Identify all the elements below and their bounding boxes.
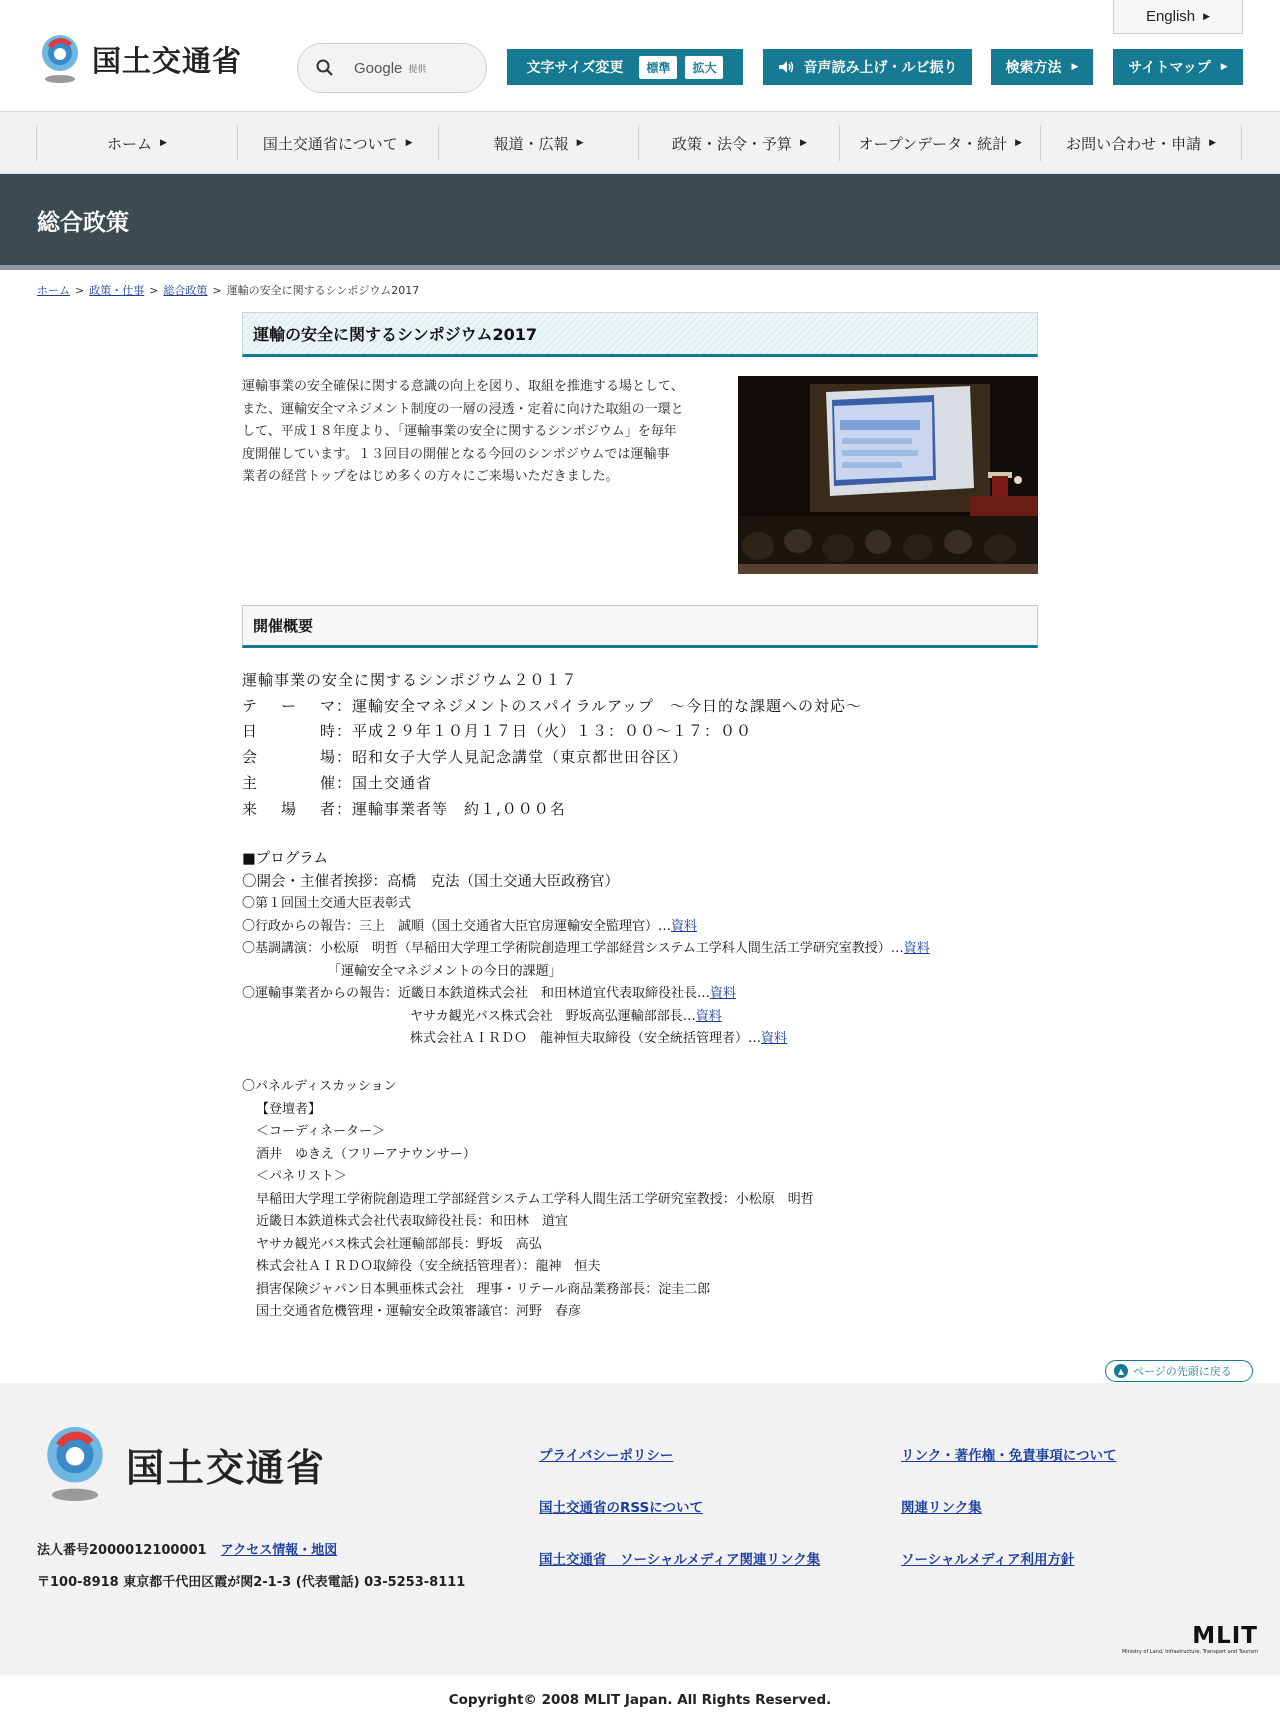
- logo-mark-icon: [36, 33, 84, 85]
- nav-item-label: ホーム: [106, 134, 152, 153]
- back-to-top-button[interactable]: [1105, 1360, 1253, 1382]
- search-provider: Google: [354, 59, 403, 77]
- breadcrumb-home[interactable]: ホーム: [37, 284, 70, 297]
- overview-key-char: 場: [319, 748, 336, 767]
- nav-item-contact[interactable]: [1041, 125, 1242, 161]
- overview-key-char: 来: [242, 799, 259, 818]
- site-header: [0, 0, 1280, 112]
- program-opening: 〇開会・主催者挨拶：高橋 克法（国土交通大臣政務官）: [242, 873, 619, 890]
- triangle-right-icon: ▶: [799, 138, 807, 148]
- nav-item-label: 報道・広報: [493, 134, 569, 153]
- triangle-right-icon: ▶: [1015, 138, 1023, 148]
- program-operators-3: [242, 1028, 930, 1051]
- corporate-number: [37, 1539, 337, 1558]
- logo-text: 国土交通省: [92, 43, 243, 78]
- overview-theme: [242, 694, 862, 720]
- breadcrumb-separator: >: [149, 284, 159, 297]
- nav-item-label: オープンデータ・統計: [858, 134, 1008, 153]
- nav-item-home[interactable]: [37, 125, 238, 161]
- english-label: English: [1145, 8, 1196, 25]
- intro-text: [242, 376, 718, 489]
- overview-section: [242, 605, 1038, 648]
- triangle-right-icon: ▶: [1209, 138, 1217, 148]
- search-box[interactable]: [297, 43, 487, 93]
- breadcrumb-separator: >: [212, 284, 222, 297]
- overview-value: ：昭和女子大学人見記念講堂（東京都世田谷区）: [336, 748, 689, 767]
- breadcrumb: [37, 282, 419, 298]
- sitemap-button[interactable]: [1113, 49, 1243, 85]
- panel-discussion: [242, 1076, 814, 1324]
- related-links-link[interactable]: 関連リンク集: [901, 1500, 982, 1516]
- program-operators-text: 株式会社ＡＩＲＤＯ 龍神恒夫取締役（安全統括管理者）…: [410, 1031, 762, 1046]
- search-provider-suffix: 提供: [408, 64, 427, 75]
- breadcrumb-current: 運輸の安全に関するシンポジウム2017: [226, 284, 420, 297]
- program-keynote: [242, 938, 930, 961]
- intro-line: 度開催しています。１３回目の開催となる今回のシンポジウムでは運輸事: [242, 446, 670, 462]
- panel-heading: 〇パネルディスカッション: [242, 1079, 397, 1094]
- site-footer: [0, 1383, 1280, 1675]
- overview-datetime: [242, 719, 862, 745]
- nav-item-label: 国土交通省について: [262, 134, 398, 153]
- copyright-text: Copyright© 2008 MLIT Japan. All Rights Reserved.: [448, 1692, 832, 1708]
- overview-key-char: 時: [319, 722, 336, 741]
- nav-item-label: 政策・法令・予算: [671, 134, 792, 153]
- font-size-label: 文字サイズ変更: [526, 60, 624, 76]
- nav-item-press[interactable]: [439, 125, 640, 161]
- breadcrumb-separator: >: [75, 284, 85, 297]
- overview-value: ：運輸安全マネジメントのスパイラルアップ ～今日的な課題への対応～: [336, 696, 863, 715]
- font-standard-button[interactable]: 標準: [639, 56, 677, 79]
- english-link[interactable]: [1113, 0, 1243, 34]
- triangle-right-icon: ▶: [1203, 11, 1211, 21]
- article-heading: [242, 312, 1038, 357]
- footer-logo[interactable]: [38, 1423, 326, 1505]
- breadcrumb-general[interactable]: 総合政策: [163, 284, 208, 297]
- overview-value: ：平成２９年１０月１７日（火）１３：００～１７：００: [336, 722, 753, 741]
- copyright-bar: [0, 1675, 1280, 1725]
- nav-item-label: お問い合わせ・申請: [1066, 134, 1202, 153]
- overview-key-char: ー: [280, 696, 297, 715]
- page-title: 総合政策: [37, 210, 129, 236]
- overview-key-char: マ: [319, 696, 336, 715]
- voice-ruby-button[interactable]: [763, 49, 972, 85]
- overview-key-char: 者: [319, 799, 336, 818]
- speaker-icon: [778, 60, 796, 74]
- panel-panelists-label: ＜パネリスト＞: [256, 1169, 347, 1184]
- overview-key-char: 主: [242, 773, 259, 792]
- intro-line: して、平成１８年度より、「運輸事業の安全に関するシンポジウム」を毎年: [242, 424, 677, 439]
- main-content: [242, 312, 1038, 1319]
- back-to-top-label: ページの先頭に戻る: [1133, 1365, 1232, 1378]
- overview-heading: [242, 605, 1038, 648]
- material-link[interactable]: 資料: [695, 1008, 722, 1024]
- mlit-wordmark-text: MLIT: [1192, 1623, 1258, 1649]
- font-large-button[interactable]: 拡大: [685, 56, 723, 79]
- triangle-right-icon: ▶: [576, 138, 584, 148]
- material-link[interactable]: 資料: [761, 1031, 788, 1046]
- search-icon: [316, 59, 334, 77]
- program-operators-text: 〇運輸事業者からの報告：近畿日本鉄道株式会社 和田林道宜代表取締役社長…: [242, 986, 711, 1001]
- intro-line: また、運輸安全マネジメント制度の一層の浸透・定着に向けた取組の一環と: [242, 401, 684, 417]
- category-title-bar: [0, 174, 1280, 270]
- footer-logo-text: 国土交通省: [126, 1445, 327, 1490]
- access-map-link[interactable]: アクセス情報・地図: [220, 1543, 338, 1558]
- overview-key-char: テ: [242, 696, 259, 715]
- triangle-right-icon: ▶: [1220, 62, 1228, 72]
- panelist: 損害保険ジャパン日本興亜株式会社 理事・リテール商品業務部長：淀圭二郎: [256, 1281, 711, 1297]
- program-operators-2: [242, 1006, 930, 1029]
- program-keynote-title: 「運輸安全マネジメントの今日的課題」: [328, 963, 562, 979]
- search-method-label: 検索方法: [1005, 60, 1062, 76]
- overview-title: 運輸事業の安全に関するシンポジウム２０１７: [242, 671, 578, 689]
- triangle-right-icon: ▶: [159, 138, 167, 148]
- breadcrumb-policy[interactable]: 政策・仕事: [89, 284, 145, 297]
- intro-line: 業者の経営トップをはじめ多くの方々にご来場いただきました。: [242, 469, 619, 484]
- logo-mark-icon: [38, 1423, 112, 1505]
- copyright-link[interactable]: リンク・著作権・免責事項について: [901, 1448, 1117, 1464]
- symposium-photo: [738, 376, 1038, 574]
- material-link[interactable]: 資料: [903, 941, 930, 956]
- panelist: ヤサカ観光バス株式会社運輸部部長：野坂 高弘: [256, 1236, 542, 1252]
- panel-coordinator-label: ＜コーディネーター＞: [256, 1124, 385, 1139]
- program-list: [242, 848, 930, 1051]
- panelist: 早稲田大学理工学術院創造理工学部経営システム工学科人間生活工学研究室教授：小松原 明哲: [256, 1191, 814, 1207]
- program-report: [242, 916, 930, 939]
- panelist: 株式会社ＡＩＲＤＯ取締役（安全統括管理者）：龍神 恒夫: [256, 1259, 601, 1274]
- footer-address: 〒100-8918 東京都千代田区霞が関2-1-3 (代表電話) 03-5253-8111: [37, 1575, 466, 1590]
- program-award: 〇第１回国土交通大臣表彰式: [242, 896, 412, 911]
- intro-line: 運輸事業の安全確保に関する意識の向上を図り、取組を推進する場として、: [242, 379, 684, 394]
- rss-link[interactable]: 国土交通省のRSSについて: [539, 1500, 703, 1516]
- article-heading-text: 運輸の安全に関するシンポジウム2017: [253, 325, 537, 344]
- arrow-up-icon: ▲: [1114, 1364, 1128, 1378]
- program-report-text: 〇行政からの報告：三上 誠順（国土交通省大臣官房運輸安全監理官）…: [242, 918, 672, 934]
- overview-host: [242, 771, 862, 797]
- global-nav: [0, 112, 1280, 174]
- font-size-control: [507, 49, 743, 85]
- privacy-policy-link[interactable]: プライバシーポリシー: [539, 1448, 674, 1464]
- program-operators-text: ヤサカ観光バス株式会社 野坂高弘運輸部部長…: [410, 1008, 696, 1024]
- overview-value: ：国土交通省: [336, 773, 433, 792]
- overview-attendees: [242, 797, 862, 823]
- triangle-right-icon: ▶: [405, 138, 413, 148]
- panelist: 近畿日本鉄道株式会社代表取締役社長：和田林 道宜: [256, 1214, 569, 1229]
- panelist: 国土交通省危機管理・運輸安全政策審議官：河野 春彦: [256, 1304, 582, 1319]
- mlit-logo[interactable]: [36, 33, 242, 85]
- program-keynote-text: 〇基調講演：小松原 明哲（早稲田大学理工学術院創造理工学部経営システム工学科人間生活工学研究室教授）…: [242, 941, 904, 956]
- corporate-number-text: 法人番号2000012100001: [37, 1543, 207, 1558]
- triangle-right-icon: ▶: [1071, 62, 1079, 72]
- voice-ruby-label: 音声読み上げ・ルビ振り: [803, 60, 958, 76]
- overview-key-char: 会: [242, 748, 259, 767]
- material-link[interactable]: 資料: [710, 986, 737, 1001]
- mlit-wordmark: [1102, 1623, 1258, 1655]
- material-link[interactable]: 資料: [671, 918, 698, 934]
- overview-venue: [242, 745, 862, 771]
- overview-heading-text: 開催概要: [253, 617, 314, 635]
- panel-coordinator: 酒井 ゆきえ（フリーアナウンサー）: [256, 1146, 476, 1162]
- nav-item-policy[interactable]: [639, 125, 840, 161]
- program-heading: ■プログラム: [242, 851, 329, 867]
- social-media-links-link[interactable]: 国土交通省 ソーシャルメディア関連リンク集: [539, 1552, 821, 1568]
- overview-key-char: 日: [242, 722, 259, 741]
- program-operators-1: [242, 983, 930, 1006]
- social-media-policy-link[interactable]: ソーシャルメディア利用方針: [901, 1552, 1075, 1568]
- overview-key-char: 場: [280, 799, 297, 818]
- panel-speakers-label: 【登壇者】: [256, 1101, 322, 1117]
- overview-list: [242, 668, 862, 822]
- overview-key-char: 催: [319, 773, 336, 792]
- search-method-button[interactable]: [991, 49, 1093, 85]
- nav-item-opendata[interactable]: [840, 125, 1041, 161]
- mlit-wordmark-subtitle: Ministry of Land, Infrastructure, Transport and Tourism: [1121, 1649, 1258, 1655]
- sitemap-label: サイトマップ: [1128, 60, 1211, 76]
- nav-item-about[interactable]: [238, 125, 439, 161]
- overview-value: ：運輸事業者等 約１,０００名: [336, 799, 566, 818]
